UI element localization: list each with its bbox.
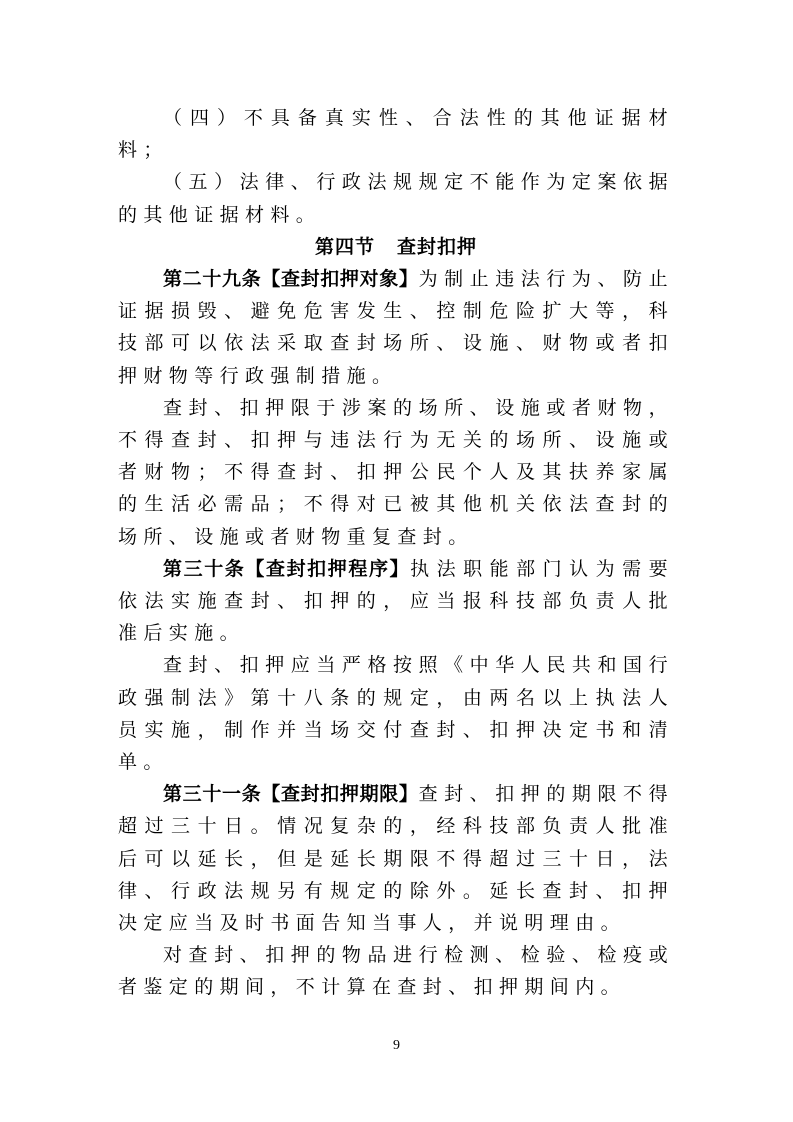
article-29-heading: 第二十九条【查封扣押对象】	[163, 268, 419, 291]
article-31-paragraph-2: 对查封、扣押的物品进行检测、检验、检疫或者鉴定的期间，不计算在查封、扣押期间内。	[118, 944, 674, 999]
list-item-5: （五）法律、行政法规规定不能作为定案依据的其他证据材料。	[118, 171, 674, 226]
article-30	[118, 553, 674, 650]
article-31	[118, 778, 674, 939]
section-number: 第四节	[314, 235, 375, 258]
section-title: 查封扣押	[397, 235, 478, 258]
list-item-4: （四）不具备真实性、合法性的其他证据材料；	[118, 107, 674, 162]
page-number: 9	[393, 1038, 400, 1053]
article-31-heading: 第三十一条【查封扣押期限】	[163, 783, 419, 806]
document-page	[118, 102, 674, 1004]
article-30-body: 执法职能部门认为需要依法实施查封、扣押的，应当报科技部负责人批准后实施。	[118, 557, 674, 645]
article-29	[118, 263, 674, 392]
article-31-body: 查封、扣押的期限不得超过三十日。情况复杂的，经科技部负责人批准后可以延长，但是延长期限不得超过三十日，法律、行政法规另有规定的除外。延长查封、扣押决定应当及时书面告知当事人，并说明理由。	[118, 783, 674, 935]
article-30-paragraph-2: 查封、扣押应当严格按照《中华人民共和国行政强制法》第十八条的规定，由两名以上执法人员实施，制作并当场交付查封、扣押决定书和清单。	[118, 654, 674, 774]
article-30-heading: 第三十条【查封扣押程序】	[163, 557, 411, 580]
section-heading	[118, 231, 674, 263]
article-29-body: 为制止违法行为、防止证据损毁、避免危害发生、控制危险扩大等，科技部可以依法采取查封场所、设施、财物或者扣押财物等行政强制措施。	[118, 268, 674, 387]
article-29-paragraph-2: 查封、扣押限于涉案的场所、设施或者财物，不得查封、扣押与违法行为无关的场所、设施或者财物；不得查封、扣押公民个人及其扶养家属的生活必需品；不得对已被其他机关依法查封的场所、设施或者财物重复查封。	[118, 396, 674, 548]
